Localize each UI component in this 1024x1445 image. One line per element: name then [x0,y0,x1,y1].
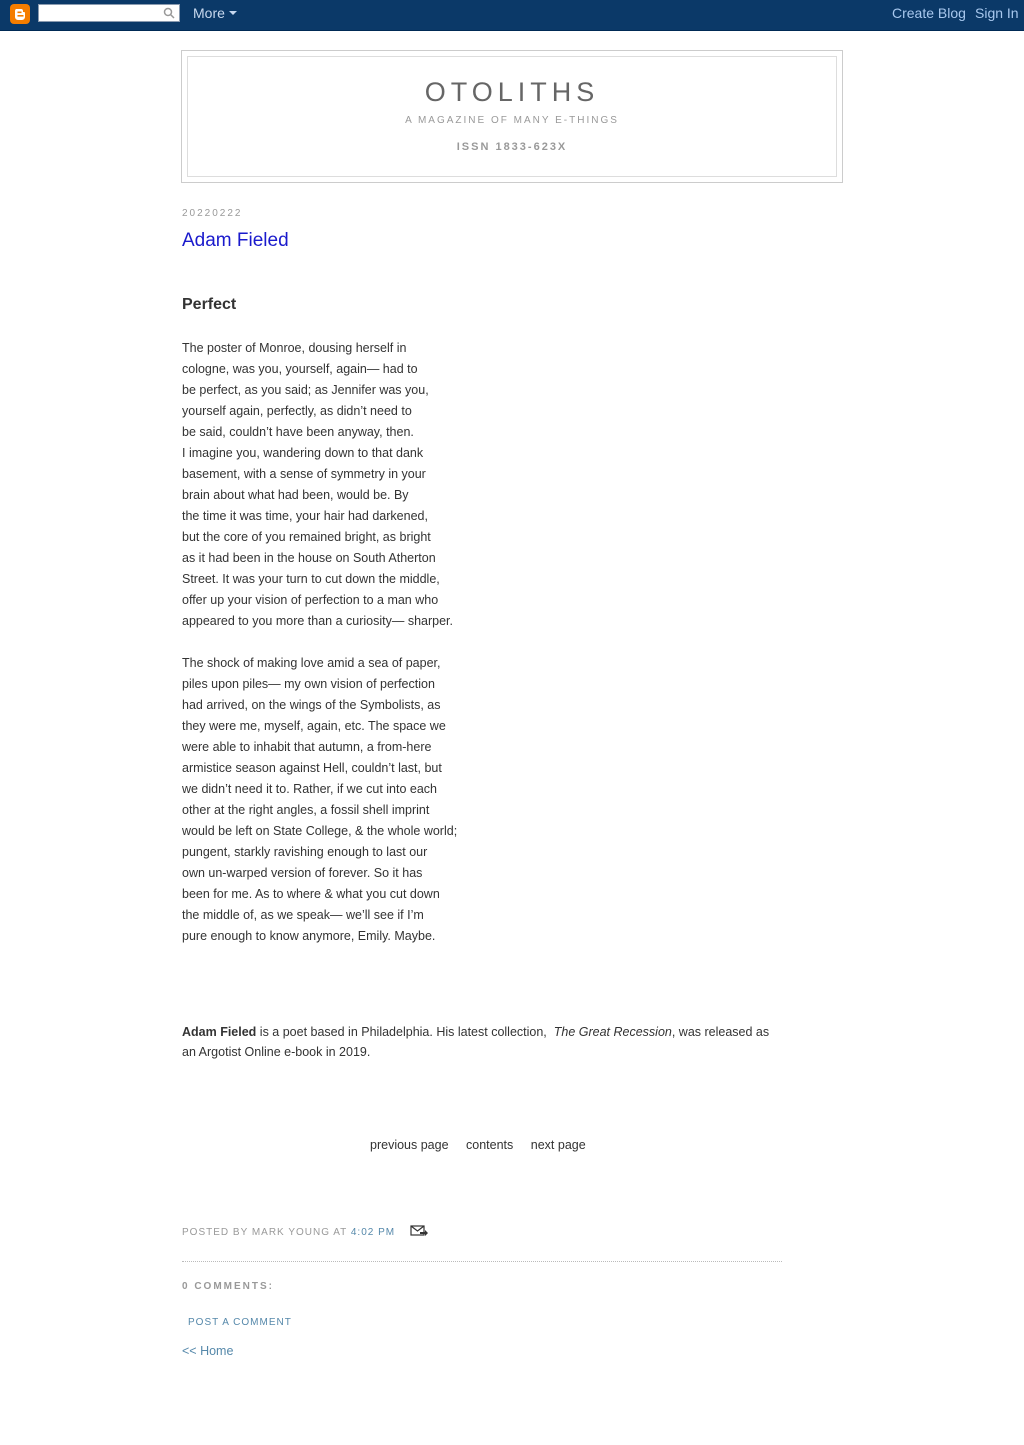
poem-line: basement, with a sense of symmetry in your [182,467,426,481]
more-menu[interactable] [193,5,237,21]
poem-line: pungent, starkly ravishing enough to last our [182,845,428,859]
contents-link[interactable]: contents [466,1138,514,1152]
poem-line: The shock of making love amid a sea of paper, [182,656,441,670]
more-menu-label[interactable]: More [193,5,225,21]
author-bio [182,1022,782,1062]
poem-line: other at the right angles, a fossil shell imprint [182,803,430,817]
poem-title: Perfect [182,296,237,313]
poem-line: pure enough to know anymore, Emily. Maybe. [182,929,436,943]
post-separator [182,1261,782,1262]
blog-header-inner [187,56,837,177]
home-link[interactable]: << Home [182,1344,234,1358]
chevron-down-icon [229,11,237,15]
poem-line: appeared to you more than a curiosity— sharper. [182,614,453,628]
email-post-icon[interactable] [410,1224,428,1238]
poem-line: own un-warped version of forever. So it has [182,866,423,880]
next-page-link[interactable]: next page [530,1138,586,1152]
poem-line: the time it was time, your hair had darkened, [182,509,428,523]
blog-header [181,50,843,183]
poem-line: Street. It was your turn to cut down the middle, [182,572,440,586]
poem-line: I imagine you, wandering down to that dank [182,446,424,460]
blogger-logo-icon[interactable] [10,4,30,24]
poem-line: brain about what had been, would be. By [182,488,409,502]
poem-line: would be left on State College, & the whole world; [182,824,458,838]
bio-text-2: , was released as an Argotist Online e-book in 2019. [182,1025,770,1059]
book-title: The Great Recession [553,1025,672,1039]
poem-line: The poster of Monroe, dousing herself in [182,341,407,355]
poem-line: as it had been in the house on South Atherton [182,551,436,565]
poem-line: be perfect, as you said; as Jennifer was you, [182,383,429,397]
posted-by-label: POSTED BY MARK YOUNG AT [182,1227,351,1238]
poem-line: had arrived, on the wings of the Symbolists, as [182,698,441,712]
poem-line: cologne, was you, yourself, again— had to [182,362,418,376]
post-date: 20220222 [182,208,243,219]
poem-line: armistice season against Hell, couldn’t last, but [182,761,442,775]
poem-stanza-1 [182,338,453,632]
issn-label: ISSN 1833-623X [456,141,568,153]
page-navigation [370,1138,600,1152]
poem-line: piles upon piles— my own vision of perfection [182,677,435,691]
poem-line: they were me, myself, again, etc. The space we [182,719,446,733]
post-footer [182,1227,395,1238]
author-name: Adam Fieled [182,1025,257,1039]
post-comment-link[interactable]: POST A COMMENT [188,1317,292,1328]
search-icon[interactable] [163,7,175,19]
poem-line: be said, couldn’t have been anyway, then. [182,425,414,439]
poem-line: were able to inhabit that autumn, a from-here [182,740,432,754]
blog-description: A MAGAZINE OF MANY E-THINGS [405,115,619,126]
blog-title[interactable]: OTOLITHS [424,77,600,107]
poem-line: been for me. As to where & what you cut down [182,887,440,901]
bio-text-1: is a poet based in Philadelphia. His latest collection, [256,1025,554,1039]
sign-in-link[interactable]: Sign In [975,5,1019,21]
blogger-navbar [0,0,1024,31]
create-blog-link[interactable]: Create Blog [892,5,966,21]
post-timestamp-link[interactable]: 4:02 PM [350,1227,396,1238]
previous-page-link[interactable]: previous page [370,1138,449,1152]
poem-line: but the core of you remained bright, as bright [182,530,431,544]
poem-line: offer up your vision of perfection to a man who [182,593,439,607]
blog-search-input[interactable] [38,4,180,22]
poem-line: we didn’t need it to. Rather, if we cut into each [182,782,438,796]
poem-line: the middle of, as we speak— we’ll see if I’m [182,908,424,922]
comments-header: 0 COMMENTS: [182,1281,274,1292]
poem-line: yourself again, perfectly, as didn’t need to [182,404,412,418]
post-title[interactable]: Adam Fieled [182,230,289,251]
poem-stanza-2 [182,653,457,947]
